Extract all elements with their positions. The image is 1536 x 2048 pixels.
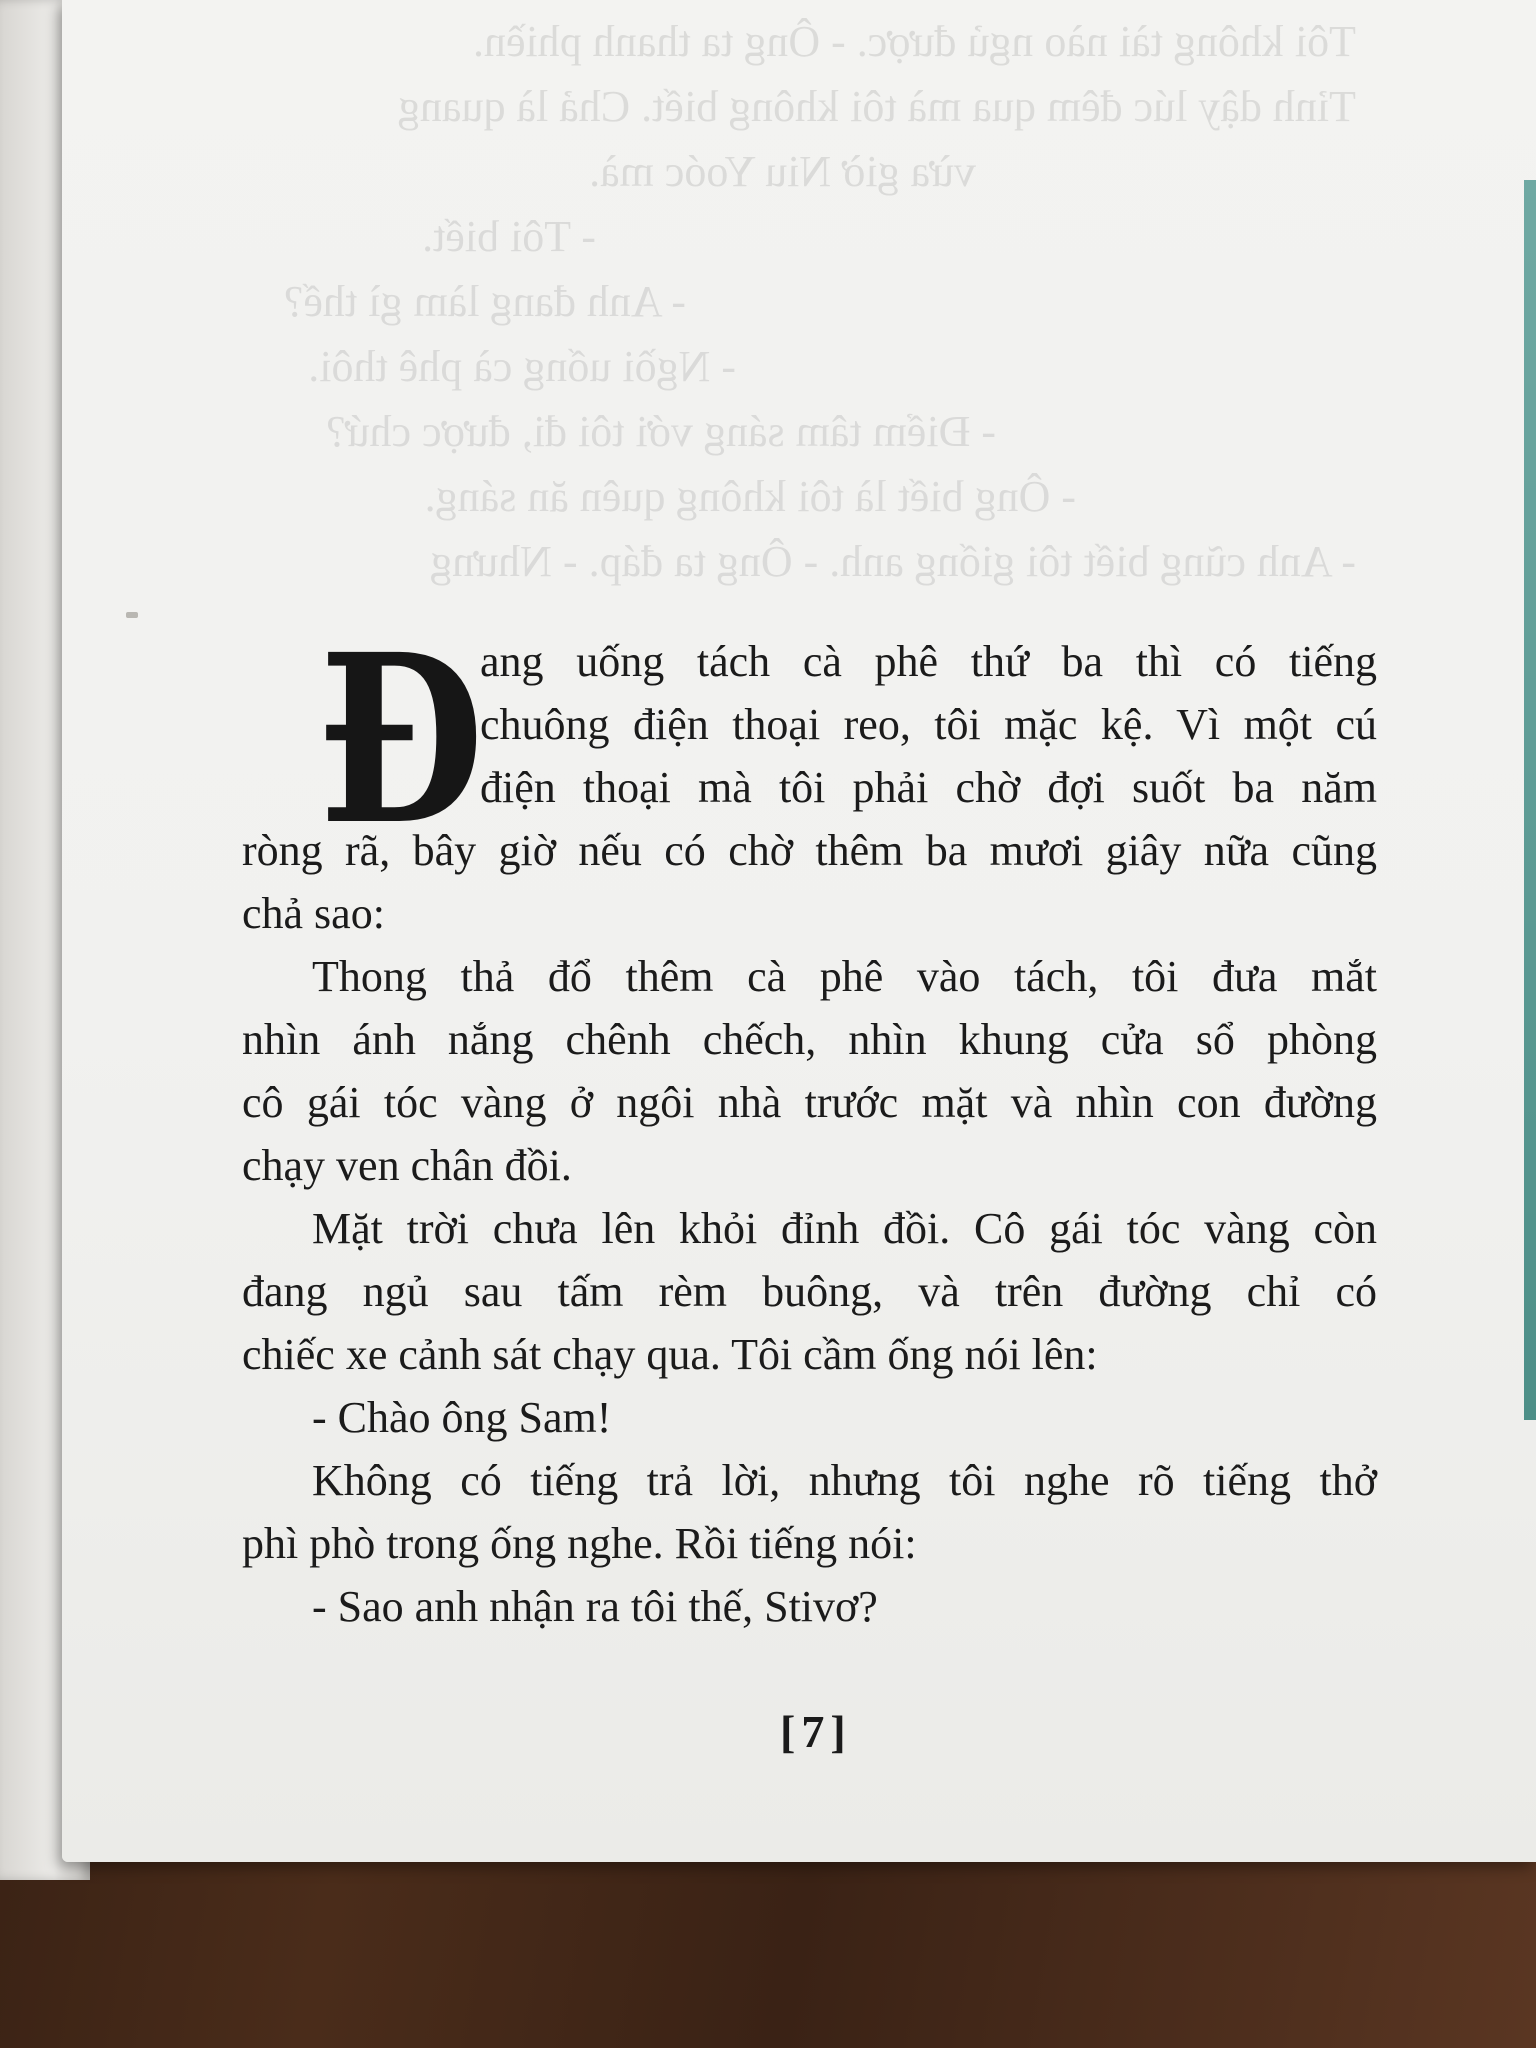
text-line: đang ngủ sau tấm rèm buông, và trên đường chỉ có — [242, 1267, 1377, 1316]
text-line: chả sao: — [242, 889, 385, 938]
bleed-line: - Anh cũng biết tôi giống anh. - Ông ta đáp. - Nhưng — [430, 537, 1356, 586]
adjacent-book-edge — [1524, 180, 1536, 1420]
text-line: điện thoại mà tôi phải chờ đợi suốt ba năm — [480, 763, 1377, 812]
text-line: cô gái tóc vàng ở ngôi nhà trước mặt và nhìn con đường — [242, 1078, 1377, 1127]
page-number: [7] — [780, 1706, 852, 1757]
text-line: ròng rã, bây giờ nếu có chờ thêm ba mươi giây nữa cũng — [242, 826, 1377, 875]
bleed-line: - Ngồi uống cà phê thôi. — [308, 342, 736, 391]
bleed-line: Tôi không tài nào ngủ được. - Ông ta thanh phiền. — [473, 17, 1356, 66]
bleed-line: - Anh đang làm gì thế? — [283, 277, 686, 326]
text-line: chạy ven chân đồi. — [242, 1141, 572, 1190]
text-line: Thong thả đổ thêm cà phê vào tách, tôi đưa mắt — [312, 952, 1377, 1001]
bleed-line: - Tôi biết. — [422, 212, 596, 261]
dialogue-line: - Chào ông Sam! — [312, 1393, 612, 1442]
text-line: ang uống tách cà phê thứ ba thì có tiếng — [480, 637, 1377, 686]
text-line: chuông điện thoại reo, tôi mặc kệ. Vì một cú — [480, 700, 1377, 749]
bleed-line: - Ông biết là tôi không quên ăn sáng. — [424, 472, 1076, 521]
drop-cap: Đ — [318, 603, 485, 876]
text-line: phì phò trong ống nghe. Rồi tiếng nói: — [242, 1519, 917, 1568]
bleed-line: - Điểm tâm sáng với tôi đi, được chứ? — [326, 407, 996, 456]
binding-mark — [126, 612, 138, 618]
text-line: Mặt trời chưa lên khỏi đỉnh đồi. Cô gái tóc vàng còn — [312, 1204, 1377, 1253]
bleed-line: Tỉnh dậy lúc đêm qua mà tôi không biết. Chả là quang — [397, 82, 1356, 131]
text-line: Không có tiếng trả lời, nhưng tôi nghe rõ tiếng thở — [312, 1456, 1377, 1505]
text-line: nhìn ánh nắng chênh chếch, nhìn khung cửa sổ phòng — [242, 1015, 1377, 1064]
bleed-line: vừa giờ Niu Yoóc mà. — [589, 147, 976, 196]
dialogue-line: - Sao anh nhận ra tôi thế, Stivơ? — [312, 1582, 878, 1631]
text-line: chiếc xe cảnh sát chạy qua. Tôi cầm ống nói lên: — [242, 1330, 1098, 1379]
